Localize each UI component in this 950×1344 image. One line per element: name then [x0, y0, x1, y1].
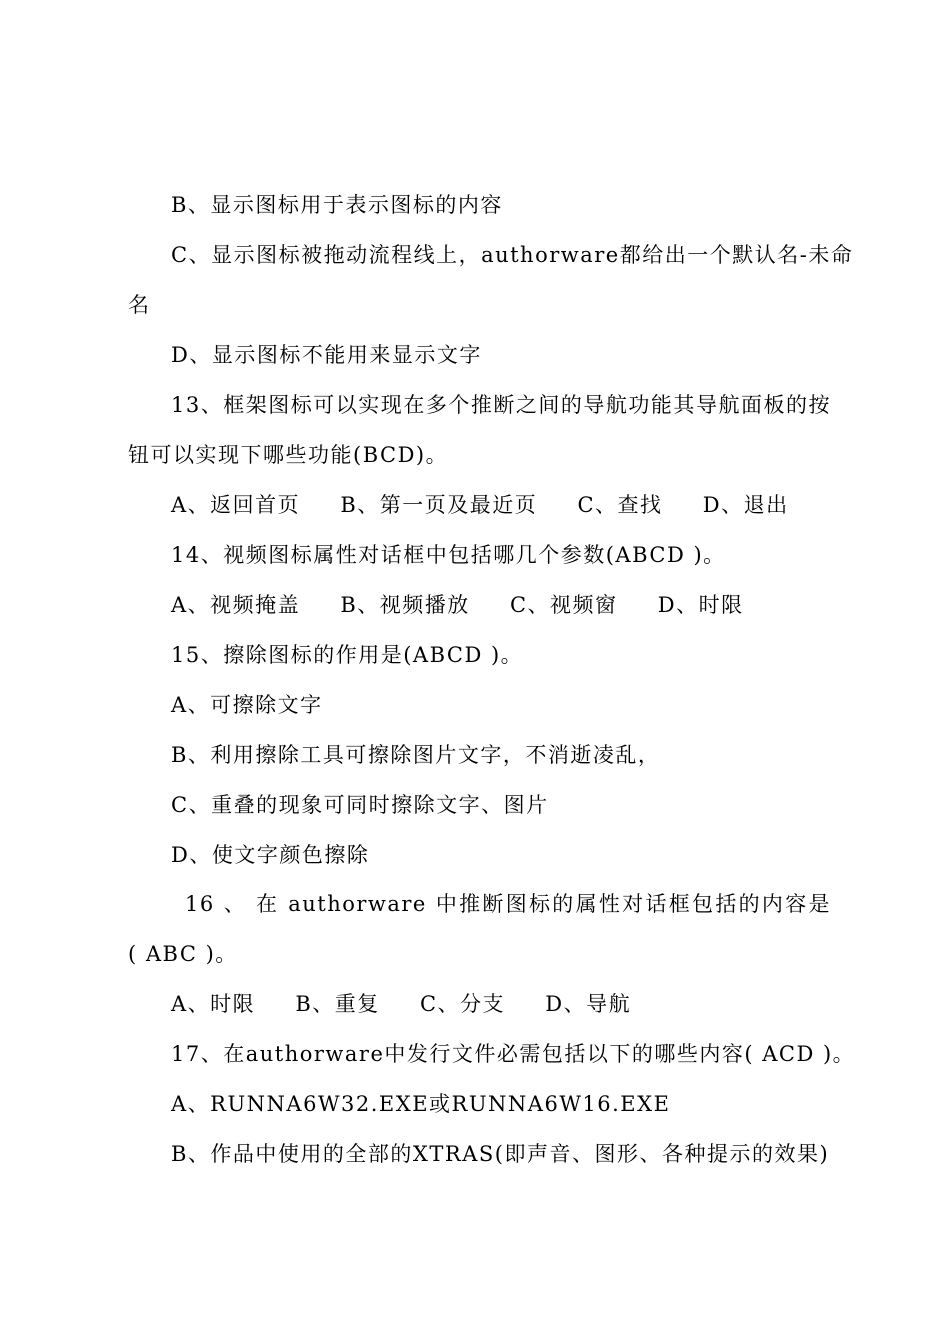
question-13-text: 13、框架图标可以实现在多个推断之间的导航功能其导航面板的按 [171, 393, 831, 417]
q17-option-a: A、RUNNA6W32.EXE或RUNNA6W16.EXE [171, 1092, 671, 1116]
question-16-text: 16 、 在 authorware 中推断图标的属性对话框包括的内容是 [185, 892, 831, 916]
q14-option-d: D、时限 [657, 593, 744, 617]
q16-option-b: B、重复 [295, 992, 380, 1016]
q13-option-b: B、第一页及最近页 [340, 493, 538, 517]
option-b-display-icon: B、显示图标用于表示图标的内容 [171, 193, 503, 217]
question-13-options [171, 490, 821, 520]
q15-option-c: C、重叠的现象可同时擦除文字、图片 [171, 793, 549, 817]
option-c-display-icon: C、显示图标被拖动流程线上，authorware都给出一个默认名-未命 [171, 243, 854, 267]
question-16-options [171, 989, 663, 1019]
option-d-display-icon: D、显示图标不能用来显示文字 [171, 343, 482, 367]
q13-option-c: C、查找 [577, 493, 663, 517]
q16-option-c: C、分支 [419, 992, 506, 1016]
question-15-text: 15、擦除图标的作用是(ABCD )。 [171, 643, 524, 667]
q13-option-a: A、返回首页 [171, 493, 301, 517]
q14-option-c: C、视频窗 [509, 593, 618, 617]
q15-option-d: D、使文字颜色擦除 [171, 843, 370, 867]
q13-option-d: D、退出 [702, 493, 789, 517]
question-14-options [171, 590, 776, 620]
q14-option-a: A、视频掩盖 [171, 593, 301, 617]
question-17-text: 17、在authorware中发行文件必需包括以下的哪些内容( ACD )。 [171, 1042, 856, 1066]
q15-option-a: A、可擦除文字 [171, 693, 323, 717]
q16-option-d: D、导航 [545, 992, 632, 1016]
question-14-text: 14、视频图标属性对话框中包括哪几个参数(ABCD )。 [171, 543, 726, 567]
q15-option-b: B、利用擦除工具可擦除图片文字，不消逝凌乱， [171, 743, 661, 767]
question-13-continuation: 钮可以实现下哪些功能(BCD)。 [128, 443, 449, 467]
q17-option-b: B、作品中使用的全部的XTRAS(即声音、图形、各种提示的效果) [171, 1142, 830, 1166]
q14-option-b: B、视频播放 [340, 593, 470, 617]
question-16-continuation: ( ABC )。 [128, 942, 238, 966]
option-c-continuation: 名 [128, 293, 151, 317]
q16-option-a: A、时限 [171, 992, 256, 1016]
